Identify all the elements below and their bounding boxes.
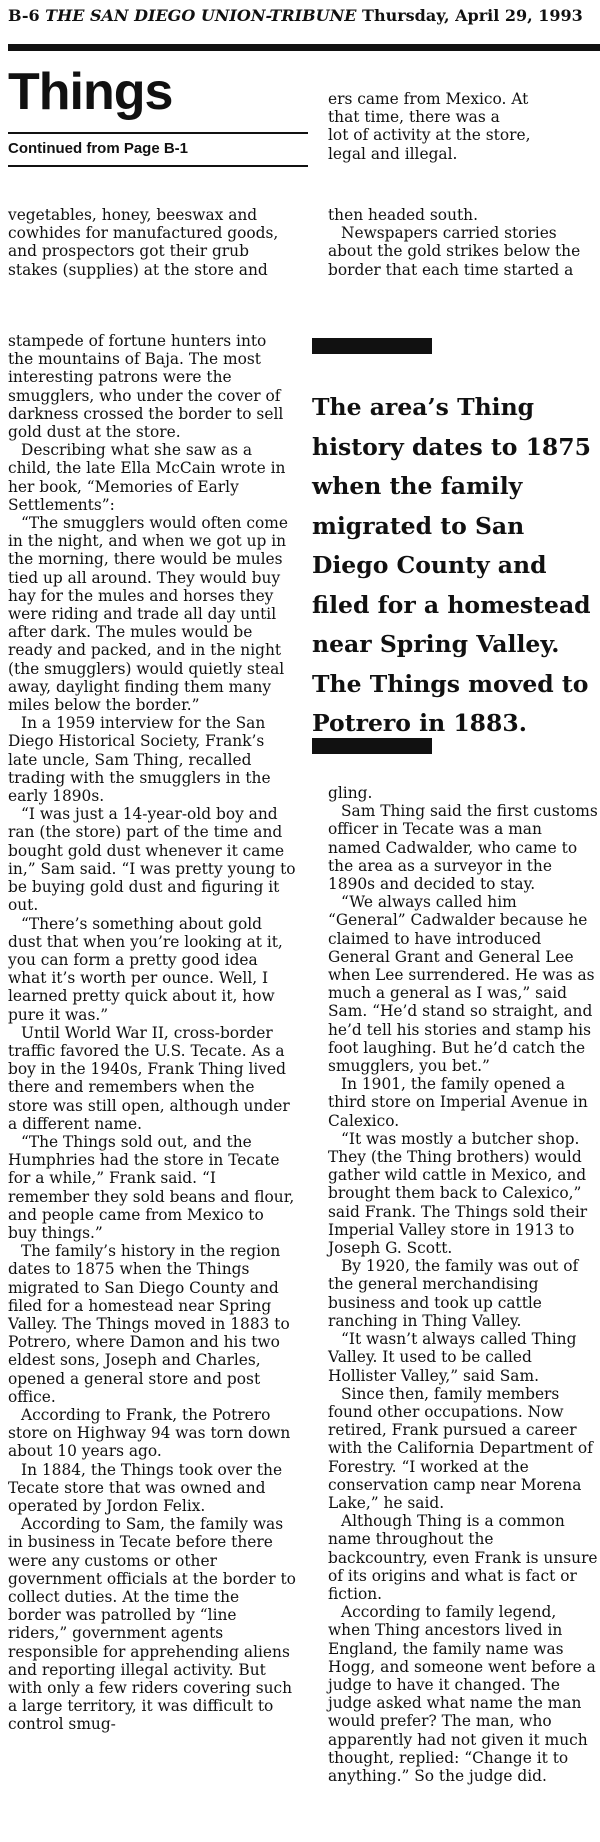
paragraph: “I was just a 14-year-old boy and ran (the store) part of the time and bought gold dust whenever it came in,” Sam said. “I was pretty young to be buying gold dust and figuring it out. <box>8 805 296 915</box>
paragraph: Describing what she saw as a child, the late Ella McCain wrote in her book, “Memories of Early Settlements”: <box>8 441 286 514</box>
text-line: border that each time started a <box>328 260 574 279</box>
paragraph: “It was mostly a butcher shop. They (the Thing brothers) would gather wild cattle in Mexico, and brought them back to Calexico,” said Frank. The Things sold their Imperial Valley store in 1913 to Joseph G. Scott. <box>328 1129 588 1258</box>
mid-left-text <box>8 206 298 279</box>
continued-label: Continued from Page B-1 <box>8 140 189 157</box>
paragraph: According to Sam, the family was in business in Tecate before there were any customs or other government officials at the border to collect duties. At the time the border was patrolled by “line riders,” government agents responsible for apprehending aliens and reporting illegal activity. But with only a few riders covering such a large territory, it was difficult to control smug- <box>8 1515 296 1734</box>
continued-rule-top <box>8 132 308 134</box>
page-number: B-6 <box>8 6 40 25</box>
pullquote-rule-top <box>312 338 432 354</box>
text-line: that time, there was a <box>328 108 500 127</box>
pullquote: The area’s Thing history dates to 1875 when the family migrated to San Diego County and filed for a homestead near Spring Valley. The Things moved to Potrero in 1883. <box>312 393 591 737</box>
text-line: stakes (supplies) at the store and <box>8 260 268 279</box>
paragraph: “There’s something about gold dust that when you’re looking at it, you can form a pretty good idea what it’s worth per ounce. Well, I learned pretty quick about it, how pure it was.” <box>8 914 283 1024</box>
paragraph: Since then, family members found other occupations. Now retired, Frank pursued a career with the California Department of Forestry. “I worked at the conservation camp near Morena Lake,” he said. <box>328 1384 593 1512</box>
paragraph: The family’s history in the region dates to 1875 when the Things migrated to San Diego County and filed for a homestead near Spring Valley. The Things moved in 1883 to Potrero, where Damon and his two eldest sons, Joseph and Charles, opened a general store and post office. <box>8 1242 290 1406</box>
paragraph: “The Things sold out, and the Humphries had the store in Tecate for a while,” Frank said. “I remember they sold beans and flour, and people came from Mexico to buy things.” <box>8 1132 295 1242</box>
paragraph: stampede of fortune hunters into the mountains of Baja. The most interesting patrons were the smugglers, who under the cover of darkness crossed the border to sell gold dust at the store. <box>8 332 284 442</box>
paragraph: “It wasn’t always called Thing Valley. It used to be called Hollister Valley,” said Sam. <box>328 1330 577 1385</box>
paragraph: Sam Thing said the first customs officer in Tecate was a man named Cadwalder, who came to the area as a surveyor in the 1890s and decided to stay. <box>328 802 598 894</box>
paragraph: gling. <box>328 784 373 802</box>
top-right-text <box>328 90 598 163</box>
right-column <box>328 784 598 1785</box>
publication-name: THE SAN DIEGO UNION-TRIBUNE <box>45 6 357 25</box>
paragraph: By 1920, the family was out of the general merchandising business and took up cattle ranching in Thing Valley. <box>328 1257 579 1330</box>
text-line: and prospectors got their grub <box>8 242 249 261</box>
text-line: lot of activity at the store, <box>328 126 531 145</box>
masthead-rule <box>8 44 600 51</box>
pullquote-rule-bottom <box>312 738 432 754</box>
paragraph: According to Frank, the Potrero store on Highway 94 was torn down about 10 years ago. <box>8 1405 291 1461</box>
text-line: ers came from Mexico. At <box>328 90 529 108</box>
masthead <box>8 6 600 25</box>
paragraph: Although Thing is a common name throughout the backcountry, even Frank is unsure of its origins and what is fact or fiction. <box>328 1512 598 1603</box>
text-line: then headed south. <box>328 206 478 224</box>
text-line: about the gold strikes below the <box>328 242 581 261</box>
paragraph: In 1901, the family opened a third store on Imperial Avenue in Calexico. <box>328 1075 588 1130</box>
article-title: Things <box>8 63 173 121</box>
mid-right-text <box>328 206 598 279</box>
text-line: Newspapers carried stories <box>341 224 557 243</box>
continued-rule-bottom <box>8 165 308 167</box>
paragraph: “We always called him “General” Cadwalder because he claimed to have introduced General Grant and General Lee when Lee surrendered. He was as much a general as I was,” said Sam. “He’d stand so straight, and he’d tell his stories and stamp his foot laughing. But he’d catch the smugglers, you bet.” <box>328 893 595 1076</box>
text-line: vegetables, honey, beeswax and <box>8 206 258 224</box>
issue-date: Thursday, April 29, 1993 <box>362 6 583 25</box>
paragraph: Until World War II, cross-border traffic favored the U.S. Tecate. As a boy in the 1940s, Frank Thing lived there and remembers when the store was still open, although under a different name. <box>8 1023 290 1133</box>
paragraph: According to family legend, when Thing ancestors lived in England, the family name was Hogg, and someone went before a judge to have it changed. The judge asked what name the man would prefer? The man, who apparently had not given it much thought, replied: “Change it to anything.” So the judge did. <box>328 1603 596 1785</box>
left-column <box>8 332 296 1734</box>
text-line: legal and illegal. <box>328 144 458 163</box>
paragraph: In 1884, the Things took over the Tecate store that was owned and operated by Jordon Felix. <box>8 1460 283 1515</box>
paragraph: In a 1959 interview for the San Diego Historical Society, Frank’s late uncle, Sam Thing, recalled trading with the smugglers in the early 1890s. <box>8 714 271 806</box>
paragraph: “The smugglers would often come in the night, and when we got up in the morning, there would be mules tied up all around. They would buy hay for the mules and horses they were riding and trade all day until after dark. The mules would be ready and packed, and in the night (the smugglers) would quietly steal away, daylight finding them many miles below the border.” <box>8 514 288 715</box>
text-line: cowhides for manufactured goods, <box>8 224 279 243</box>
